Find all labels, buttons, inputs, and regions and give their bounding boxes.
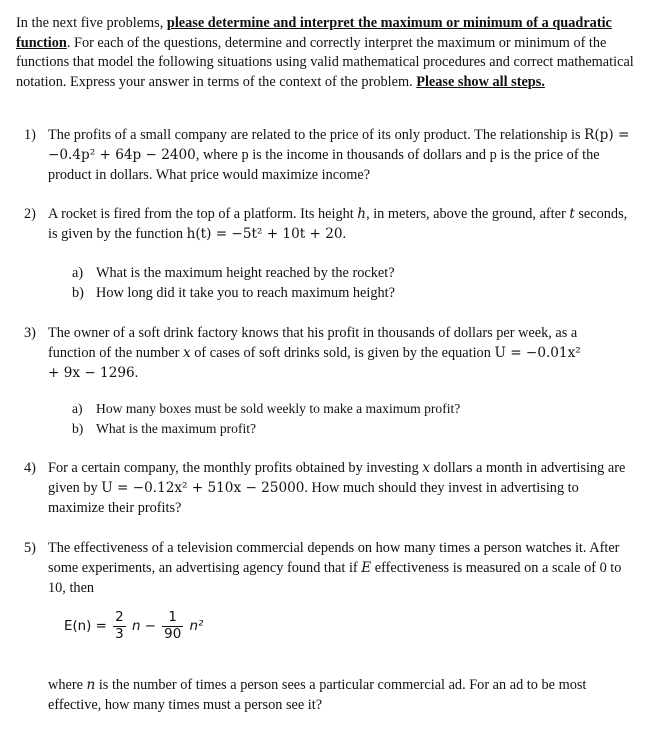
equation: R(p) = −0.4p² + 64p − 2400 <box>48 127 630 163</box>
intro-paragraph <box>16 14 646 92</box>
fraction-two-thirds <box>113 610 126 643</box>
subquestion-letter: a) <box>72 265 84 281</box>
text-run: A rocket is fired from the top of a platform. Its height <box>48 206 358 222</box>
variable: h <box>357 206 367 222</box>
problem-text <box>48 324 588 383</box>
problem-5 <box>24 539 638 598</box>
problem-1 <box>24 126 638 185</box>
problem-number: 5) <box>24 540 36 556</box>
problem-4 <box>24 459 638 518</box>
problem-text <box>48 126 638 185</box>
problem-number: 4) <box>24 460 36 476</box>
text-run: The owner of a soft drink factory knows that his profit in thousands of dollars per week, as a function of the number <box>48 325 578 361</box>
problem-2-subquestions <box>72 264 632 304</box>
show-steps-instruction: Please show all steps. <box>416 73 545 90</box>
effectiveness-formula <box>64 610 203 658</box>
intro-lead: In the next five problems, <box>16 15 167 31</box>
subquestion-letter: b) <box>72 420 84 436</box>
fraction-denominator: 3 <box>115 627 124 642</box>
text-run: For a certain company, the monthly profits obtained by investing <box>48 460 423 476</box>
formula-middle-term: n − <box>131 619 156 634</box>
problem-number: 1) <box>24 127 36 143</box>
text-run: , in meters, above the ground, after <box>366 206 570 222</box>
variable: x <box>183 344 191 361</box>
text-run: The profits of a small company are related to the price of its only product. The relationship is <box>48 127 585 143</box>
text-run: . <box>134 364 139 381</box>
subquestion-letter: b) <box>72 284 84 301</box>
formula-lhs: E(n) = <box>64 619 107 634</box>
intro-rest: . For each of the questions, determine and correctly interpret the maximum or minimum of the functions that model the following situations using valid mathematical procedures and correct mathematical notation. Express your answer in terms of the context of the problem. <box>16 34 634 90</box>
problem-number: 2) <box>24 206 36 222</box>
text-run: The effectiveness of a television commercial depends on how many times a person watches it. After some experiments, an advertising agency found that if <box>48 540 620 576</box>
subquestion <box>72 399 632 419</box>
text-run: dollars a month in advertising are given by <box>48 460 626 496</box>
text-run: . <box>342 225 347 242</box>
subquestion <box>72 264 632 284</box>
text-run: of cases of soft drinks sold, is given by the equation <box>190 344 495 361</box>
text-run: , where p is the income in thousands of dollars and p is the price of the product in dollars. What price would maximize income? <box>48 146 600 183</box>
problem-3-subquestions <box>72 399 632 439</box>
subquestion-text: How long did it take you to reach maximum height? <box>96 284 395 301</box>
fraction-denominator: 90 <box>164 627 182 642</box>
problem-text <box>48 205 638 245</box>
problem-number: 3) <box>24 325 36 341</box>
problem-text <box>48 676 638 716</box>
problem-text <box>48 459 638 518</box>
intro-emphasis: please determine and interpret the maximum or minimum of a quadratic function <box>16 15 612 51</box>
variable: t <box>569 206 575 222</box>
variable: n <box>86 677 96 693</box>
equation: h(t) = −5t² + 10t + 20 <box>186 225 343 242</box>
subquestion-letter: a) <box>72 401 83 416</box>
problem-2 <box>24 205 638 245</box>
text-run: seconds, is given by the function <box>48 206 628 242</box>
subquestion-text: What is the maximum height reached by the rocket? <box>96 265 395 281</box>
formula-tail-term: n² <box>189 619 204 634</box>
text-run: where <box>48 677 87 693</box>
variable: x <box>422 460 430 476</box>
equation: U = −0.12x² + 510x − 25000 <box>101 479 305 496</box>
subquestion-text: How many boxes must be sold weekly to make a maximum profit? <box>96 401 461 416</box>
subquestion-text: What is the maximum profit? <box>96 420 257 436</box>
variable: E <box>361 559 372 576</box>
fraction-one-ninetieth <box>162 610 183 643</box>
subquestion <box>72 419 632 439</box>
fraction-numerator: 2 <box>115 610 124 625</box>
text-run: . How much should they invest in advertising to maximize their profits? <box>48 479 579 516</box>
text-run: effectiveness is measured on a scale of 0 to 10, then <box>48 559 622 596</box>
fraction-numerator: 1 <box>162 610 183 627</box>
worksheet-page <box>16 14 646 92</box>
subquestion <box>72 284 632 304</box>
equation: U = −0.01x² + 9x − 1296 <box>48 344 581 381</box>
problem-5-question <box>24 676 638 716</box>
text-run: is the number of times a person sees a particular commercial ad. For an ad to be most effective, how many times must a person see it? <box>48 677 587 713</box>
problem-text <box>48 539 638 598</box>
problem-3 <box>24 324 638 383</box>
